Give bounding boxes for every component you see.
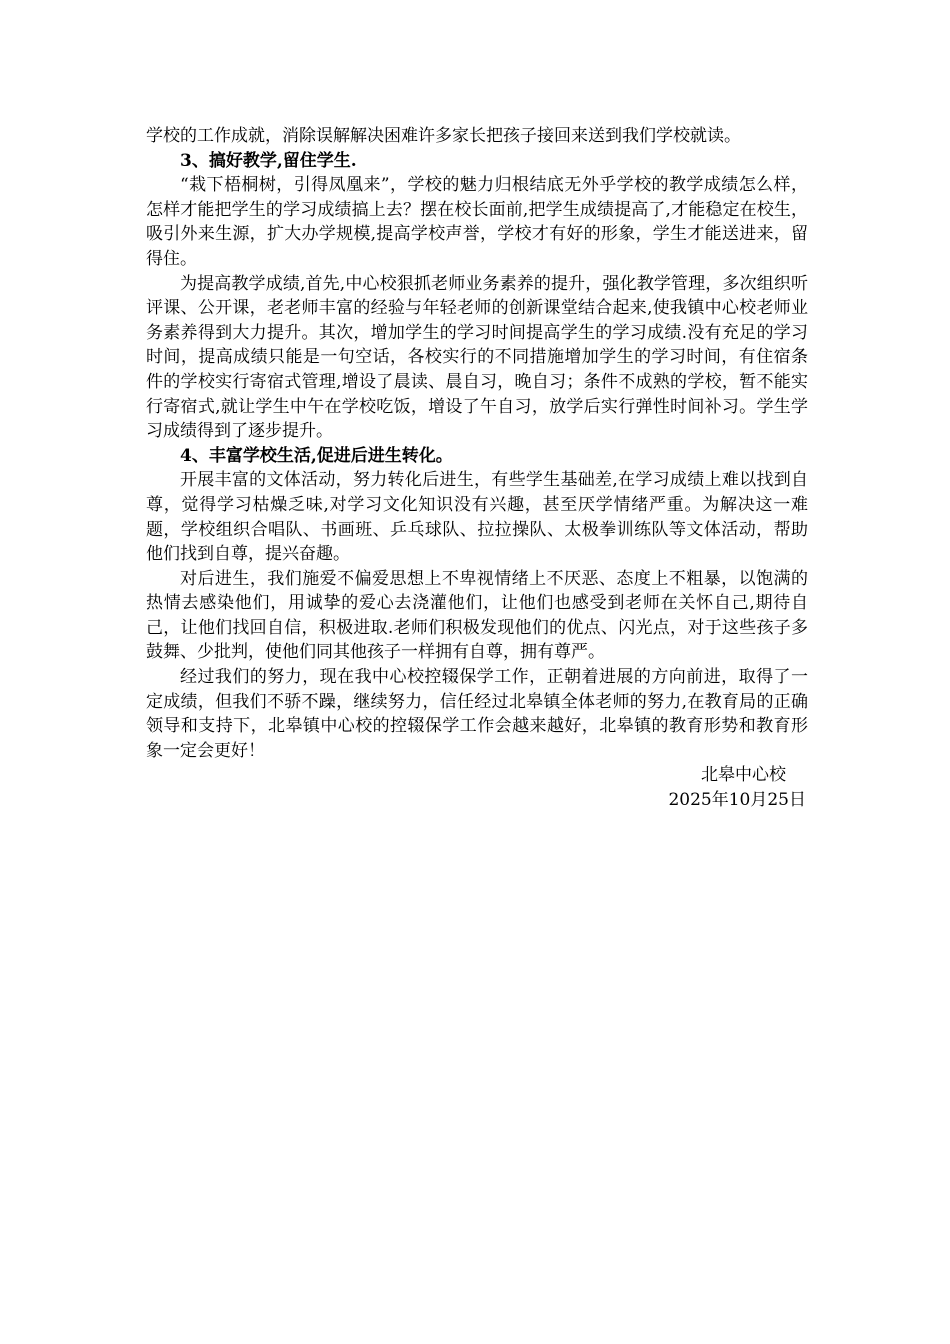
signature-organization: 北皋中心校 xyxy=(701,765,786,786)
section-heading-4: 4、丰富学校生活,促进后进生转化。 xyxy=(180,445,453,466)
paragraph-attract-students: “栽下梧桐树，引得凤凰来”，学校的魅力归根结底无外乎学校的教学成绩怎么样，怎样才能把学生的学习成绩搞上去？摆在校长面前,把学生成绩提高了,才能稳定在校生，吸引外来生源，扩大办学规模,提高学校声誉，学校才有好的形象，学生才能送进来，留得住。 xyxy=(146,175,808,269)
signature-date: 2025年10月25日 xyxy=(668,790,806,811)
paragraph-continuation: 学校的工作成就，消除误解解决困难许多家长把孩子接回来送到我们学校就读。 xyxy=(146,126,741,146)
paragraph-care-for-students: 对后进生，我们施爱不偏爱思想上不卑视情绪上不厌恶、态度上不粗暴，以饱满的热情去感染他们，用诚挚的爱心去浇灌他们，让他们也感受到老师在关怀自己,期待自己，让他们找回自信，积极进取.老师们积极发现他们的优点、闪光点，对于这些孩子多鼓舞、少批判，使他们同其他孩子一样拥有自尊，拥有尊严。 xyxy=(146,568,808,663)
section-heading-3: 3、搞好教学,留住学生. xyxy=(180,150,357,171)
paragraph-conclusion: 经过我们的努力，现在我中心校控辍保学工作，正朝着进展的方向前进，取得了一定成绩，但我们不骄不躁，继续努力，信任经过北皋镇全体老师的努力,在教育局的正确领导和支持下，北皋镇中心校的控辍保学工作会越来越好，北皋镇的教育形势和教育形象一定会更好！ xyxy=(146,667,808,761)
paragraph-activities: 开展丰富的文体活动，努力转化后进生，有些学生基础差,在学习成绩上难以找到自尊，觉得学习枯燥乏味,对学习文化知识没有兴趣，甚至厌学情绪严重。为解决这一难题，学校组织合唱队、书画班、乒乓球队、拉拉操队、太极拳训练队等文体活动，帮助他们找到自尊，提兴奋趣。 xyxy=(146,470,808,565)
paragraph-teaching-measures: 为提高教学成绩,首先,中心校狠抓老师业务素养的提升，强化教学管理，多次组织听评课、公开课，老老师丰富的经验与年轻老师的创新课堂结合起来,使我镇中心校老师业务素养得到大力提升。其次，增加学生的学习时间提高学生的学习成绩.没有充足的学习时间，提高成绩只能是一句空话，各校实行的不同措施增加学生的学习时间，有住宿条件的学校实行寄宿式管理,增设了晨读、晨自习，晚自习；条件不成熟的学校，暂不能实行寄宿式,就让学生中午在学校吃饭，增设了午自习，放学后实行弹性时间补习。学生学习成绩得到了逐步提升。 xyxy=(146,273,808,442)
document-page xyxy=(146,124,808,813)
